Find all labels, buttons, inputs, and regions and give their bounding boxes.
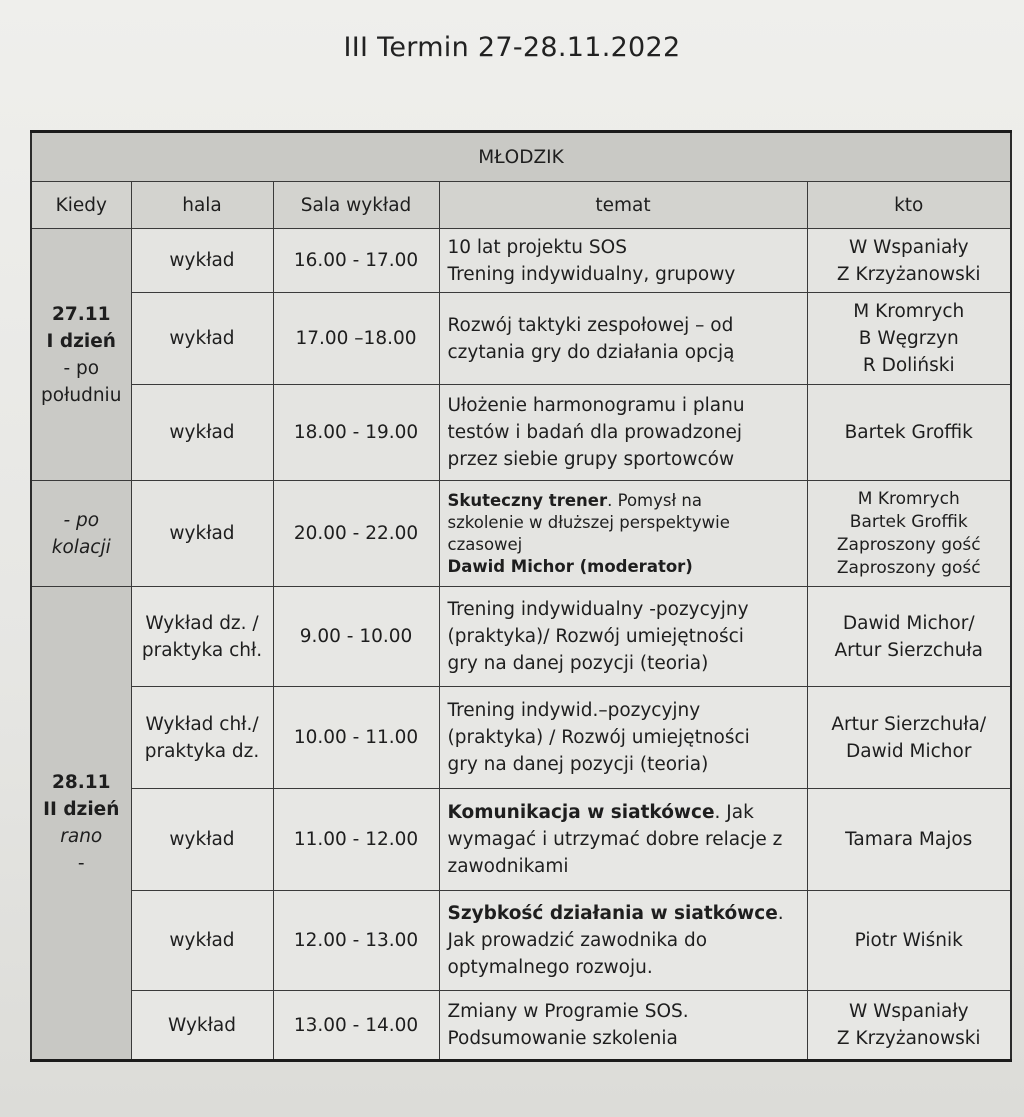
row7-topic-line2: wymagać i utrzymać dobre relacje z: [447, 829, 783, 850]
row4-who-line1: M Kromrych: [857, 488, 960, 509]
row8-who-line1: Piotr Wiśnik: [854, 930, 963, 951]
row1-topic: [439, 229, 807, 293]
day1-label: I dzień: [46, 330, 116, 352]
row6-who-line2: Dawid Michor: [846, 740, 972, 762]
row3-topic-line1: Ułożenie harmonogramu i planu: [447, 395, 745, 416]
table-row: [31, 385, 1011, 481]
row8-time: 12.00 - 13.00: [273, 891, 439, 991]
header-sala: Sala wykład: [273, 182, 439, 229]
header-kto: kto: [807, 182, 1011, 229]
row8-topic: [439, 891, 807, 991]
row5-who-line1: Dawid Michor/: [842, 612, 975, 634]
row5-time: 9.00 - 10.00: [273, 587, 439, 687]
table-row: [31, 789, 1011, 891]
row9-who: [807, 991, 1011, 1061]
row2-topic-line1: Rozwój taktyki zespołowej – od: [447, 314, 734, 336]
table-row: [31, 481, 1011, 587]
row2-hala: wykład: [131, 293, 273, 385]
row9-who-line1: W Wspaniały: [848, 1001, 969, 1022]
row2-topic-line2: czytania gry do działania opcją: [447, 341, 735, 363]
day2-cell: [31, 587, 131, 1061]
row4-topic-rest: . Pomysł na: [607, 490, 702, 510]
row7-time: 11.00 - 12.00: [273, 789, 439, 891]
row4-who-line2: Bartek Groffik: [849, 511, 968, 532]
row6-topic-line2: (praktyka) / Rozwój umiejętności: [447, 727, 750, 748]
table-row: [31, 687, 1011, 789]
table-row: [31, 991, 1011, 1061]
day1-afternoon-cell: [31, 229, 131, 481]
row4-time: 20.00 - 22.00: [273, 481, 439, 587]
row5-hala-line2: praktyka chł.: [141, 639, 263, 661]
row7-who: [807, 789, 1011, 891]
row5-hala-line1: Wykład dz. /: [145, 612, 259, 634]
row7-topic-rest: . Jak: [714, 802, 754, 823]
row8-hala: wykład: [131, 891, 273, 991]
day1-evening-line1: - po: [63, 509, 100, 531]
row4-topic-bold: Skuteczny trener: [447, 490, 608, 510]
row2-who-line2: B Węgrzyn: [858, 328, 959, 349]
day2-label: II dzień: [43, 799, 120, 820]
row6-time: 10.00 - 11.00: [273, 687, 439, 789]
row6-topic: [439, 687, 807, 789]
row5-topic-line2: (praktyka)/ Rozwój umiejętności: [447, 626, 744, 647]
row6-hala-line1: Wykład chł./: [145, 713, 259, 735]
row3-topic: [439, 385, 807, 481]
day1-afternoon-line2: południu: [41, 384, 122, 406]
row6-topic-line3: gry na danej pozycji (teoria): [447, 754, 709, 775]
day2-part: rano: [60, 826, 103, 847]
row3-who: [807, 385, 1011, 481]
row9-topic-line2: Podsumowanie szkolenia: [447, 1028, 678, 1049]
header-kiedy: Kiedy: [31, 182, 131, 229]
row4-hala: wykład: [131, 481, 273, 587]
table-row: [31, 293, 1011, 385]
header-row: [31, 182, 1011, 229]
row8-topic-bold: Szybkość działania w siatkówce: [447, 903, 778, 924]
row7-who-line1: Tamara Majos: [845, 829, 973, 850]
row2-who-line1: M Kromrych: [853, 301, 965, 322]
header-temat: temat: [439, 182, 807, 229]
row8-who: [807, 891, 1011, 991]
row3-time: 18.00 - 19.00: [273, 385, 439, 481]
table-row: [31, 229, 1011, 293]
row4-who: [807, 481, 1011, 587]
table-row: [31, 891, 1011, 991]
row4-who-line3: Zaproszony gość: [836, 534, 981, 555]
schedule-table: [30, 130, 1012, 1062]
row9-time: 13.00 - 14.00: [273, 991, 439, 1061]
row7-topic-line3: zawodnikami: [447, 856, 569, 877]
row9-topic-line1: Zmiany w Programie SOS.: [447, 1001, 689, 1022]
row9-who-line2: Z Krzyżanowski: [836, 1028, 981, 1049]
row2-who: [807, 293, 1011, 385]
row5-topic: [439, 587, 807, 687]
row3-topic-line2: testów i badań dla prowadzonej: [447, 422, 742, 443]
table-row: [31, 587, 1011, 687]
row9-topic: [439, 991, 807, 1061]
row3-who-line1: Bartek Groffik: [844, 422, 973, 443]
row7-hala: wykład: [131, 789, 273, 891]
row4-who-line4: Zaproszony gość: [836, 557, 981, 578]
day1-date: 27.11: [51, 303, 111, 325]
row3-hala: wykład: [131, 385, 273, 481]
row6-who: [807, 687, 1011, 789]
row1-hala: wykład: [131, 229, 273, 293]
day2-dash: -: [77, 853, 85, 874]
row5-topic-line1: Trening indywidualny -pozycyjny: [447, 599, 749, 620]
row4-topic-line2: szkolenie w dłuższej perspektywie: [447, 512, 730, 532]
row6-who-line1: Artur Sierzchuła/: [831, 713, 987, 735]
row5-who-line2: Artur Sierzchuła: [834, 639, 984, 661]
row6-hala-line2: praktyka dz.: [144, 740, 260, 762]
row1-who: [807, 229, 1011, 293]
row4-topic-line4: Dawid Michor (moderator): [447, 556, 693, 576]
row5-topic-line3: gry na danej pozycji (teoria): [447, 653, 709, 674]
day2-date: 28.11: [51, 772, 111, 793]
row2-who-line3: R Doliński: [862, 355, 955, 376]
document-title: III Termin 27-28.11.2022: [343, 32, 681, 63]
row5-hala: [131, 587, 273, 687]
row8-topic-line3: optymalnego rozwoju.: [447, 957, 653, 978]
row6-hala: [131, 687, 273, 789]
group-title: MŁODZIK: [31, 132, 1011, 182]
day1-evening-cell: [31, 481, 131, 587]
day1-afternoon-line1: - po: [63, 357, 100, 379]
row4-topic-line1: [448, 490, 799, 512]
row8-topic-line2: Jak prowadzić zawodnika do: [447, 930, 708, 951]
row4-topic: [439, 481, 807, 587]
row9-hala: Wykład: [131, 991, 273, 1061]
row3-topic-line3: przez siebie grupy sportowców: [447, 449, 735, 470]
row1-who-line2: Z Krzyżanowski: [836, 263, 981, 285]
table-title-row: [31, 132, 1011, 182]
row7-topic-bold: Komunikacja w siatkówce: [447, 802, 715, 823]
header-hala: hala: [131, 182, 273, 229]
row8-topic-rest: .: [777, 903, 784, 924]
row7-topic: [439, 789, 807, 891]
row6-topic-line1: Trening indywid.–pozycyjny: [447, 700, 701, 721]
row7-topic-line1: [448, 799, 799, 826]
day1-evening-line2: kolacji: [51, 536, 111, 558]
row2-topic: [439, 293, 807, 385]
row8-topic-line1: [448, 900, 799, 927]
row2-time: 17.00 –18.00: [273, 293, 439, 385]
row1-who-line1: W Wspaniały: [848, 236, 969, 258]
row5-who: [807, 587, 1011, 687]
row1-topic-line2: Trening indywidualny, grupowy: [447, 263, 736, 285]
row1-topic-line1: 10 lat projektu SOS: [447, 236, 627, 258]
row1-time: 16.00 - 17.00: [273, 229, 439, 293]
row4-topic-line3: czasowej: [447, 534, 523, 554]
